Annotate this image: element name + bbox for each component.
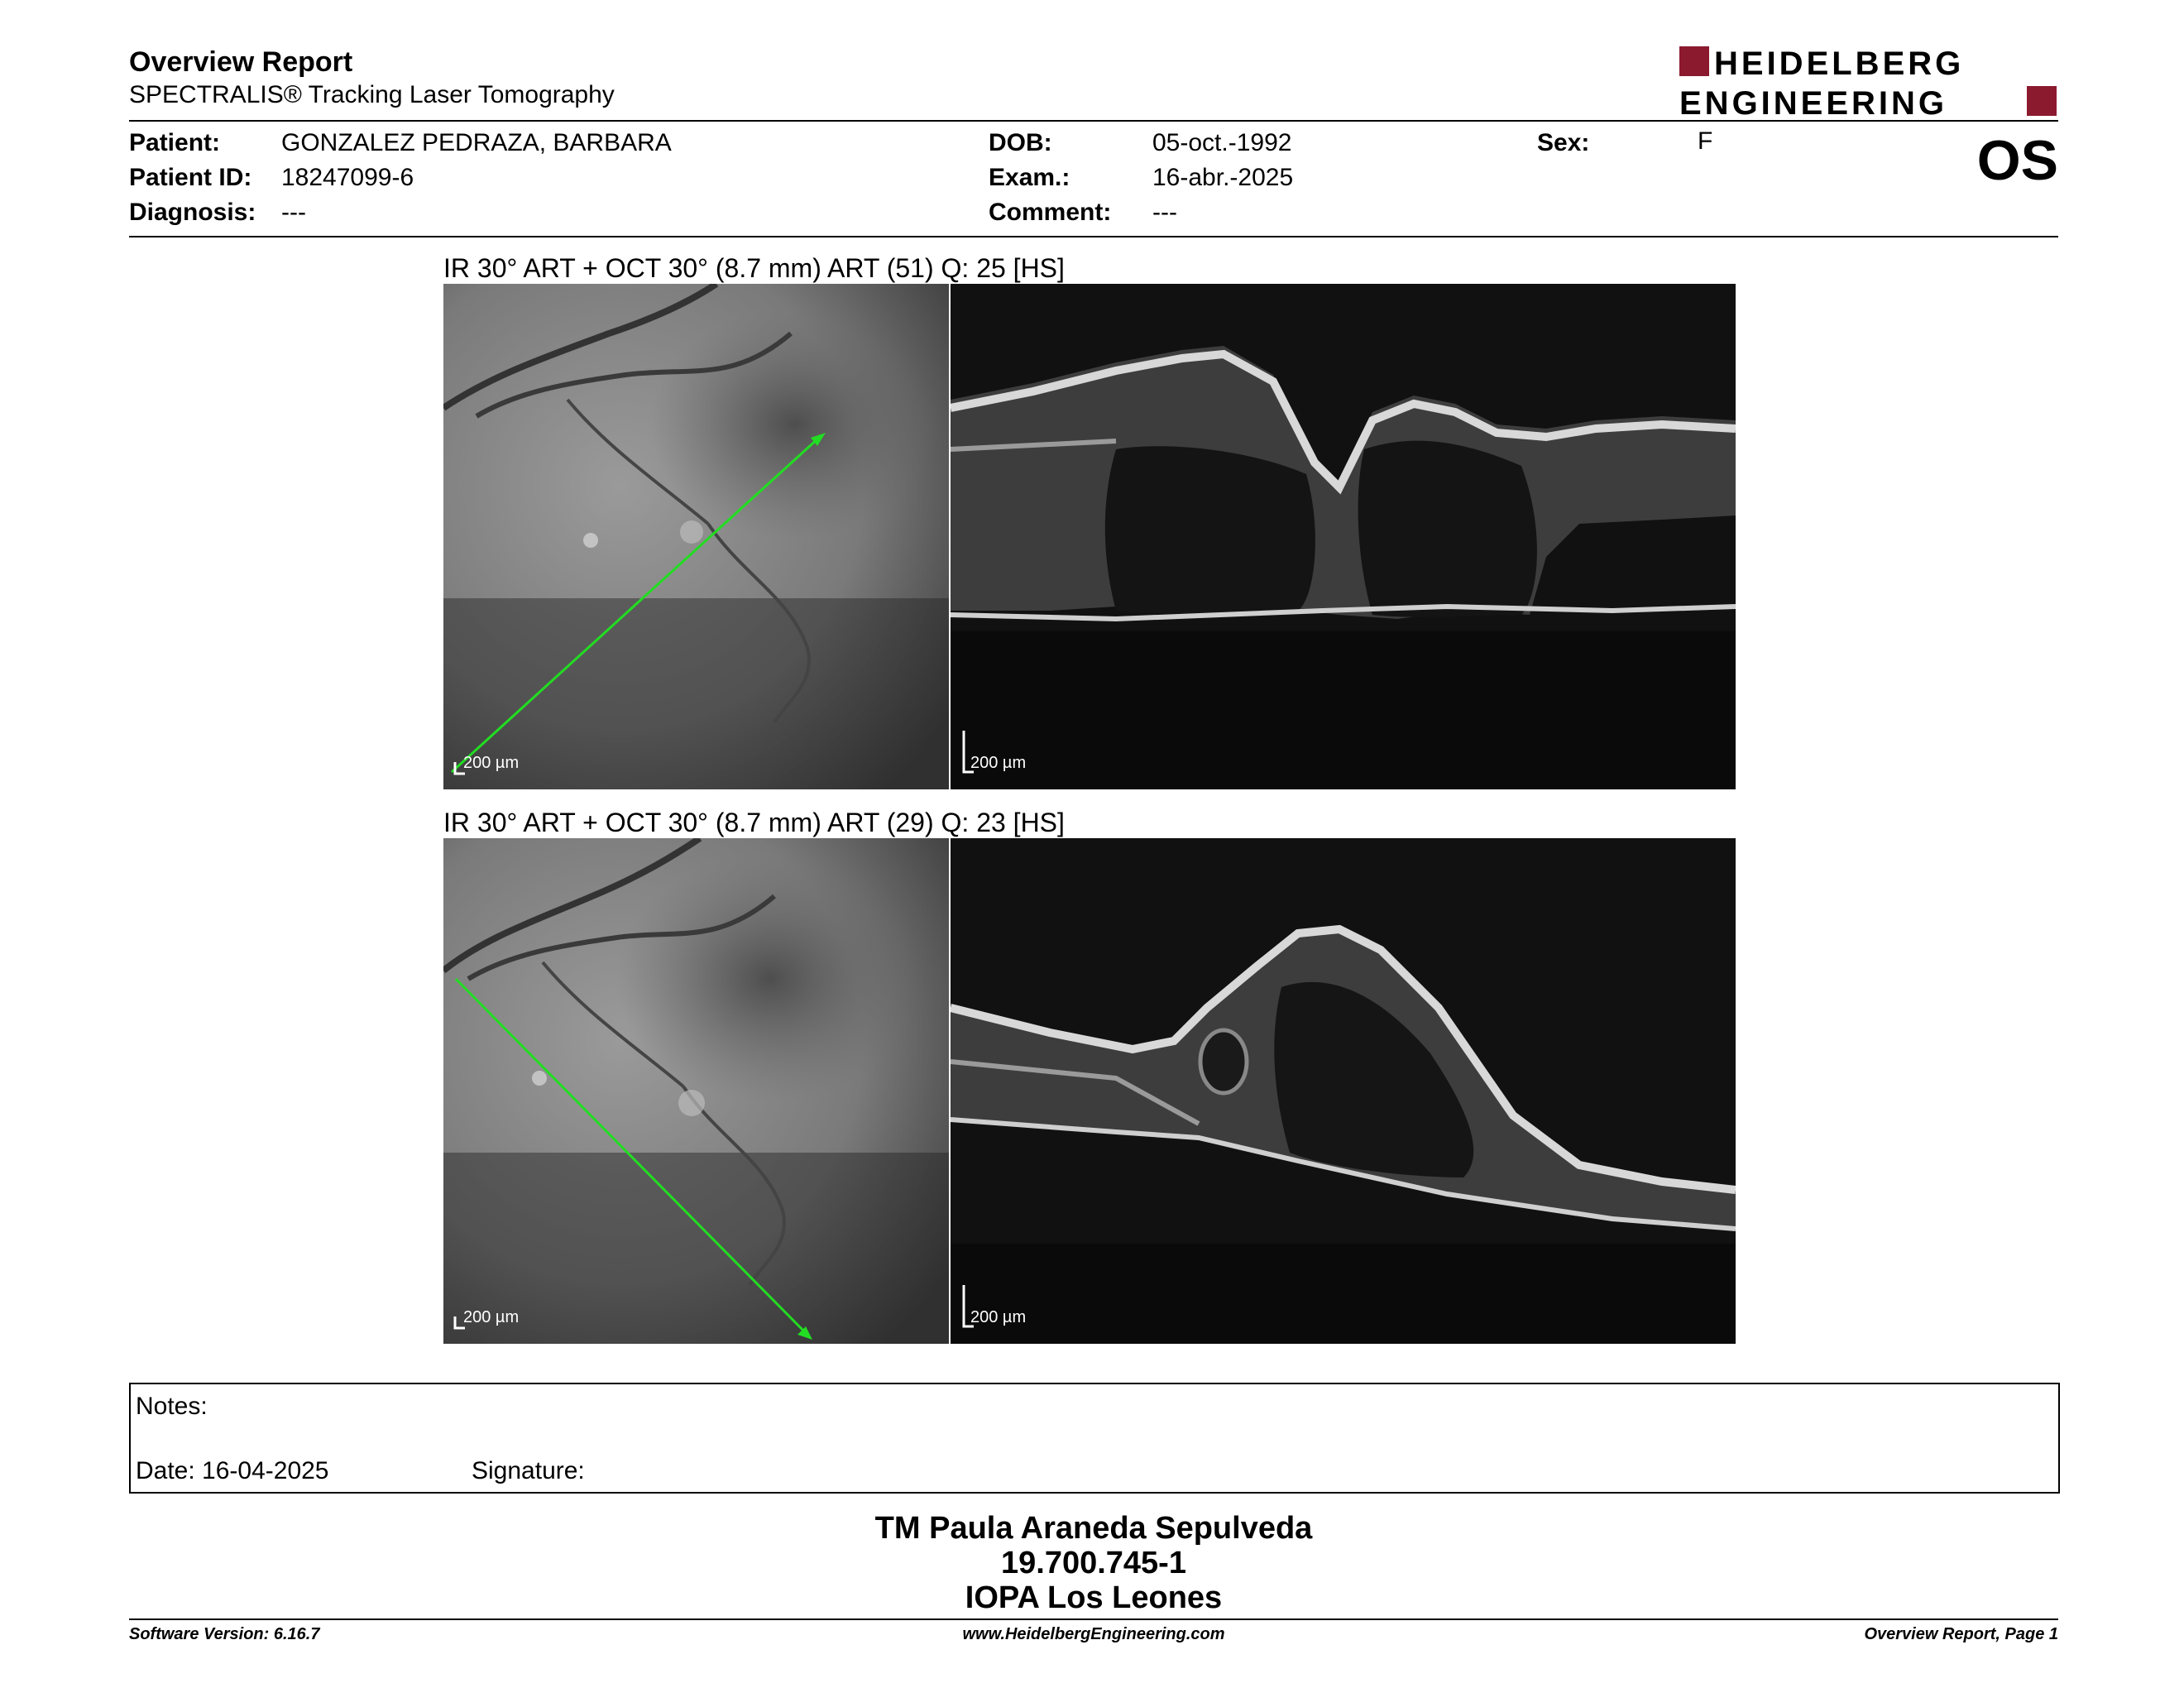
dob-value: 05-oct.-1992: [1152, 129, 1292, 156]
oct-scale-label-1: 200 µm: [970, 754, 1027, 772]
oct-scale-label-2: 200 µm: [970, 1308, 1027, 1326]
website-link[interactable]: www.HeidelbergEngineering.com: [962, 1625, 1225, 1643]
header-divider: [129, 120, 2058, 122]
eye-indicator: OS: [1976, 129, 2058, 192]
patient-id-label: Patient ID:: [129, 164, 252, 191]
exam-label: Exam.:: [989, 164, 1070, 191]
comment-value: ---: [1152, 199, 1177, 226]
patient-name: GONZALEZ PEDRAZA, BARBARA: [281, 129, 672, 156]
report-subtitle: SPECTRALIS® Tracking Laser Tomography: [129, 81, 615, 108]
operator-name: TM Paula Araneda Sepulveda: [874, 1511, 1313, 1546]
operator-institution: IOPA Los Leones: [965, 1580, 1223, 1615]
ir-fundus-image-2: [443, 838, 949, 1344]
ir-scale-label-1: 200 µm: [463, 754, 520, 772]
notes-label: Notes:: [136, 1393, 208, 1420]
ir-fundus-image-1: [443, 284, 949, 789]
oct-bscan-image-2: [951, 838, 1736, 1344]
heidelberg-logo: [1679, 45, 2058, 119]
oct-bscan-image-1: [951, 284, 1736, 789]
operator-id: 19.700.745-1: [1001, 1546, 1186, 1580]
sex-value: F: [1698, 127, 1713, 155]
signature-label: Signature:: [472, 1457, 585, 1484]
diagnosis-label: Diagnosis:: [129, 199, 256, 226]
ir-scale-label-2: 200 µm: [463, 1308, 520, 1326]
patient-divider: [129, 236, 2058, 237]
exam-value: 16-abr.-2025: [1152, 164, 1294, 191]
software-version: Software Version: 6.16.7: [129, 1625, 320, 1643]
diagnosis-value: ---: [281, 199, 306, 226]
scan-caption-1: IR 30° ART + OCT 30° (8.7 mm) ART (51) Q: 25 [HS]: [443, 253, 1065, 283]
notes-box[interactable]: [129, 1383, 2060, 1494]
logo-line1: HEIDELBERG: [1714, 46, 1965, 82]
comment-label: Comment:: [989, 199, 1112, 226]
date-label: Date: 16-04-2025: [136, 1457, 329, 1484]
logo-line2: ENGINEERING: [1679, 85, 1948, 119]
patient-id: 18247099-6: [281, 164, 414, 191]
patient-label: Patient:: [129, 129, 221, 156]
sex-label: Sex:: [1537, 129, 1590, 156]
report-title: Overview Report: [129, 46, 353, 78]
page-number: Overview Report, Page 1: [1864, 1625, 2058, 1643]
scan-caption-2: IR 30° ART + OCT 30° (8.7 mm) ART (29) Q: 23 [HS]: [443, 808, 1065, 837]
dob-label: DOB:: [989, 129, 1052, 156]
footer-divider: [129, 1618, 2058, 1620]
